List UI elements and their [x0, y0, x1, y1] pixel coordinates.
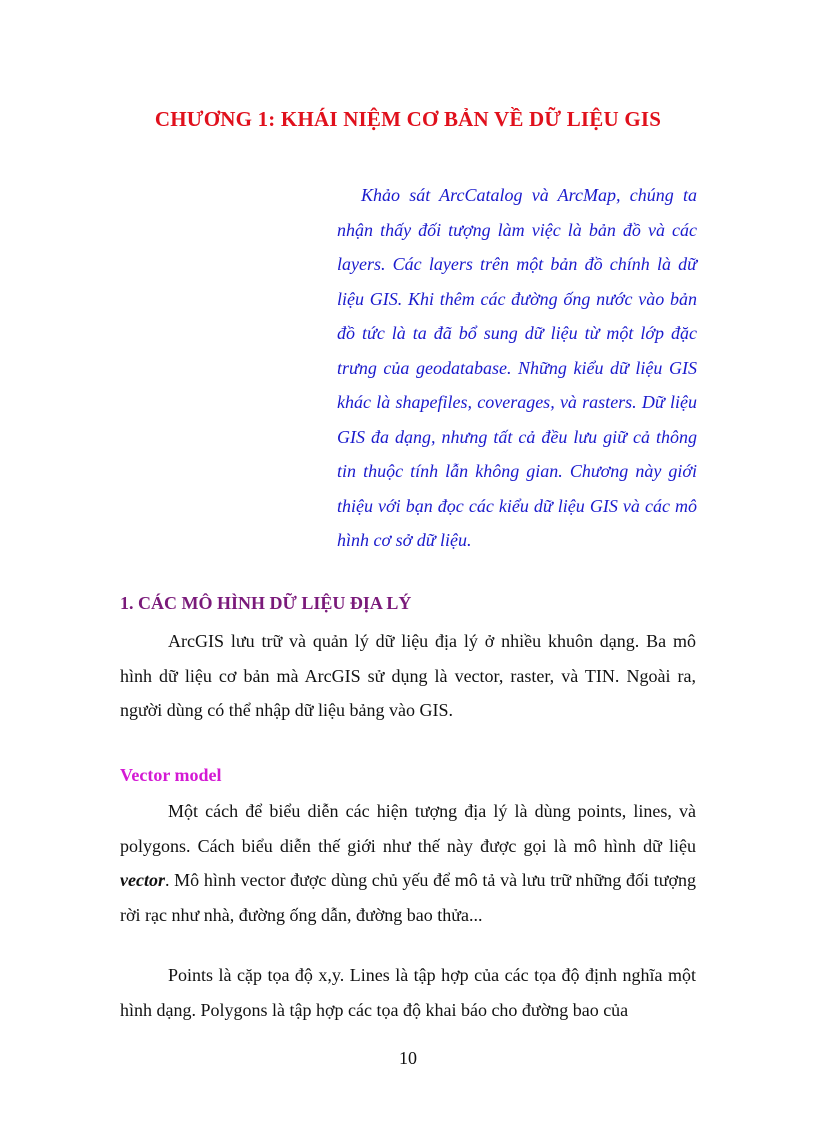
- page-number: 10: [399, 1048, 417, 1068]
- section-paragraph: ArcGIS lưu trữ và quản lý dữ liệu địa lý ở nhiều khuôn dạng. Ba mô hình dữ liệu cơ bản mà ArcGIS sử dụng là vector, raster, và TIN. Ngoài ra, người dùng có thể nhập dữ liệu bảng vào GIS.: [120, 631, 696, 720]
- section-heading: 1. CÁC MÔ HÌNH DỮ LIỆU ĐỊA LÝ: [120, 593, 412, 613]
- chapter-title: CHƯƠNG 1: KHÁI NIỆM CƠ BẢN VỀ DỮ LIỆU GIS: [154, 107, 662, 131]
- intro-text: Khảo sát ArcCatalog và ArcMap, chúng ta nhận thấy đối tượng làm việc là bản đồ và các layers. Các layers trên một bản đồ chính là dữ liệu GIS. Khi thêm các đường ống nước vào bản đồ tức là ta đã bổ sung dữ liệu từ một lớp đặc trưng của geodatabase. Những kiểu dữ liệu GIS khác là shapefiles, coverages, và rasters. Dữ liệu GIS đa dạng, nhưng tất cả đều lưu giữ cả thông tin thuộc tính lẫn không gian. Chương này giới thiệu với bạn đọc các kiểu dữ liệu GIS và các mô hình cơ sở dữ liệu.: [337, 185, 697, 550]
- chapter-intro: [337, 178, 697, 558]
- vector-paragraph-2: Points là cặp tọa độ x,y. Lines là tập hợp của các tọa độ định nghĩa một hình dạng. Polygons là tập hợp các tọa độ khai báo cho đường bao của: [120, 965, 696, 1020]
- vector-paragraph-text-before: Một cách để biểu diễn các hiện tượng địa lý là dùng points, lines, và polygons. Cách biểu diễn thế giới như thế này được gọi là mô hình dữ liệu: [120, 801, 696, 856]
- subsection-heading: Vector model: [120, 765, 222, 785]
- vector-paragraph: [120, 794, 696, 932]
- vector-paragraph-text-after: . Mô hình vector được dùng chủ yếu để mô tả và lưu trữ những đối tượng rời rạc như nhà, đường ống dẫn, đường bao thửa...: [120, 870, 696, 925]
- vector-emphasis: vector: [120, 870, 165, 890]
